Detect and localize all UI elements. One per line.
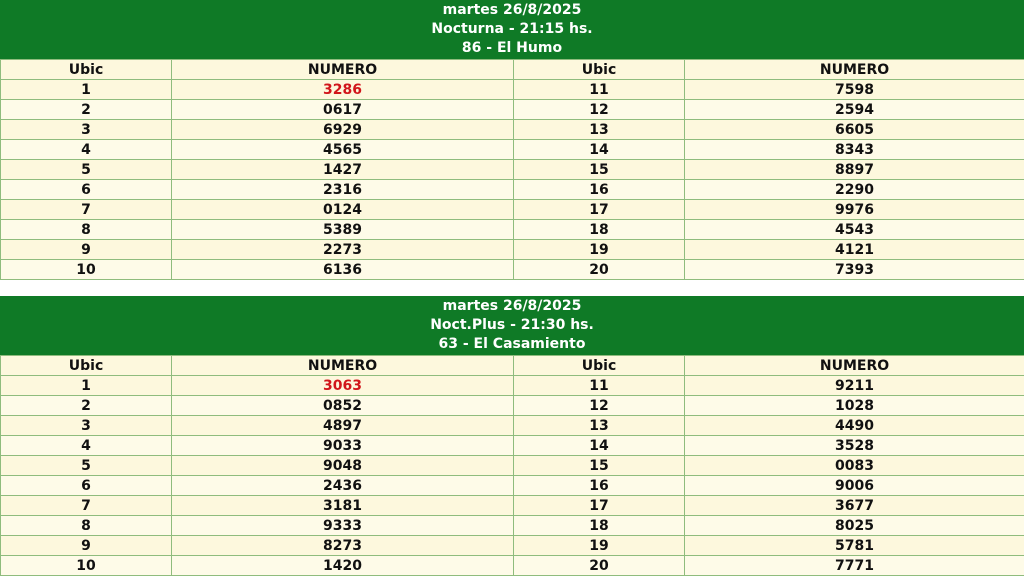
ubic-cell: 1 (1, 376, 172, 396)
table-row (1, 556, 1024, 576)
results-table (0, 355, 1024, 576)
numero-cell: 4565 (172, 140, 514, 160)
ubic-cell: 7 (1, 200, 172, 220)
numero-cell: 0124 (172, 200, 514, 220)
table-row (1, 160, 1024, 180)
ubic-cell: 17 (514, 200, 685, 220)
numero-cell: 9033 (172, 436, 514, 456)
numero-cell: 4543 (685, 220, 1024, 240)
ubic-cell: 15 (514, 456, 685, 476)
numero-header: NUMERO (685, 356, 1024, 376)
draw-header (0, 0, 1024, 59)
numero-cell: 8025 (685, 516, 1024, 536)
ubic-header: Ubic (514, 356, 685, 376)
table-row (1, 436, 1024, 456)
table-row (1, 416, 1024, 436)
ubic-cell: 14 (514, 140, 685, 160)
numero-cell: 7393 (685, 260, 1024, 280)
ubic-cell: 20 (514, 260, 685, 280)
ubic-cell: 8 (1, 516, 172, 536)
numero-cell: 9976 (685, 200, 1024, 220)
numero-cell: 6605 (685, 120, 1024, 140)
numero-header: NUMERO (172, 60, 514, 80)
table-row (1, 140, 1024, 160)
draw-session: Noct.Plus - 21:30 hs. (430, 317, 594, 333)
numero-cell: 5389 (172, 220, 514, 240)
numero-cell: 0617 (172, 100, 514, 120)
ubic-header: Ubic (1, 356, 172, 376)
numero-cell: 2316 (172, 180, 514, 200)
draw-session: Nocturna - 21:15 hs. (431, 21, 593, 37)
numero-cell: 7598 (685, 80, 1024, 100)
table-row (1, 220, 1024, 240)
numero-cell: 1427 (172, 160, 514, 180)
numero-cell: 9333 (172, 516, 514, 536)
numero-cell: 1028 (685, 396, 1024, 416)
table-row (1, 376, 1024, 396)
ubic-cell: 13 (514, 416, 685, 436)
ubic-header: Ubic (514, 60, 685, 80)
draw-header (0, 296, 1024, 355)
ubic-cell: 9 (1, 536, 172, 556)
results-table (0, 59, 1024, 280)
ubic-cell: 20 (514, 556, 685, 576)
numero-cell: 2436 (172, 476, 514, 496)
table-row (1, 476, 1024, 496)
numero-cell: 5781 (685, 536, 1024, 556)
numero-header: NUMERO (172, 356, 514, 376)
ubic-cell: 12 (514, 100, 685, 120)
draw-date: martes 26/8/2025 (442, 298, 582, 314)
ubic-cell: 8 (1, 220, 172, 240)
ubic-cell: 16 (514, 476, 685, 496)
ubic-cell: 11 (514, 376, 685, 396)
numero-cell: 0083 (685, 456, 1024, 476)
ubic-cell: 19 (514, 536, 685, 556)
ubic-cell: 4 (1, 140, 172, 160)
ubic-cell: 2 (1, 100, 172, 120)
ubic-cell: 5 (1, 456, 172, 476)
table-row (1, 260, 1024, 280)
ubic-cell: 6 (1, 476, 172, 496)
table-header-row (1, 356, 1024, 376)
ubic-header: Ubic (1, 60, 172, 80)
numero-cell: 6929 (172, 120, 514, 140)
ubic-cell: 2 (1, 396, 172, 416)
table-row (1, 456, 1024, 476)
numero-cell: 4897 (172, 416, 514, 436)
numero-cell: 9048 (172, 456, 514, 476)
table-row (1, 120, 1024, 140)
numero-cell: 3528 (685, 436, 1024, 456)
numero-cell: 7771 (685, 556, 1024, 576)
numero-cell: 8897 (685, 160, 1024, 180)
ubic-cell: 3 (1, 120, 172, 140)
ubic-cell: 17 (514, 496, 685, 516)
ubic-cell: 1 (1, 80, 172, 100)
ubic-cell: 5 (1, 160, 172, 180)
numero-cell: 3286 (172, 80, 514, 100)
numero-cell: 3063 (172, 376, 514, 396)
table-row (1, 100, 1024, 120)
ubic-cell: 3 (1, 416, 172, 436)
numero-cell: 6136 (172, 260, 514, 280)
numero-cell: 2594 (685, 100, 1024, 120)
table-row (1, 516, 1024, 536)
ubic-cell: 13 (514, 120, 685, 140)
ubic-cell: 6 (1, 180, 172, 200)
numero-cell: 2273 (172, 240, 514, 260)
table-row (1, 240, 1024, 260)
numero-cell: 1420 (172, 556, 514, 576)
numero-cell: 9006 (685, 476, 1024, 496)
numero-cell: 0852 (172, 396, 514, 416)
ubic-cell: 19 (514, 240, 685, 260)
numero-cell: 3677 (685, 496, 1024, 516)
table-row (1, 396, 1024, 416)
ubic-cell: 12 (514, 396, 685, 416)
draw-date: martes 26/8/2025 (442, 2, 582, 18)
numero-cell: 8273 (172, 536, 514, 556)
table-row (1, 80, 1024, 100)
numero-cell: 8343 (685, 140, 1024, 160)
draw-meaning: 63 - El Casamiento (438, 336, 586, 352)
numero-cell: 4121 (685, 240, 1024, 260)
ubic-cell: 16 (514, 180, 685, 200)
table-row (1, 496, 1024, 516)
ubic-cell: 14 (514, 436, 685, 456)
ubic-cell: 4 (1, 436, 172, 456)
draw-meaning: 86 - El Humo (461, 40, 563, 56)
numero-cell: 3181 (172, 496, 514, 516)
table-row (1, 536, 1024, 556)
ubic-cell: 18 (514, 220, 685, 240)
numero-cell: 4490 (685, 416, 1024, 436)
draw-block (0, 0, 1024, 278)
ubic-cell: 10 (1, 260, 172, 280)
table-row (1, 180, 1024, 200)
numero-cell: 2290 (685, 180, 1024, 200)
ubic-cell: 9 (1, 240, 172, 260)
table-header-row (1, 60, 1024, 80)
ubic-cell: 15 (514, 160, 685, 180)
numero-cell: 9211 (685, 376, 1024, 396)
ubic-cell: 7 (1, 496, 172, 516)
ubic-cell: 18 (514, 516, 685, 536)
ubic-cell: 11 (514, 80, 685, 100)
ubic-cell: 10 (1, 556, 172, 576)
draw-block (0, 296, 1024, 577)
numero-header: NUMERO (685, 60, 1024, 80)
table-row (1, 200, 1024, 220)
